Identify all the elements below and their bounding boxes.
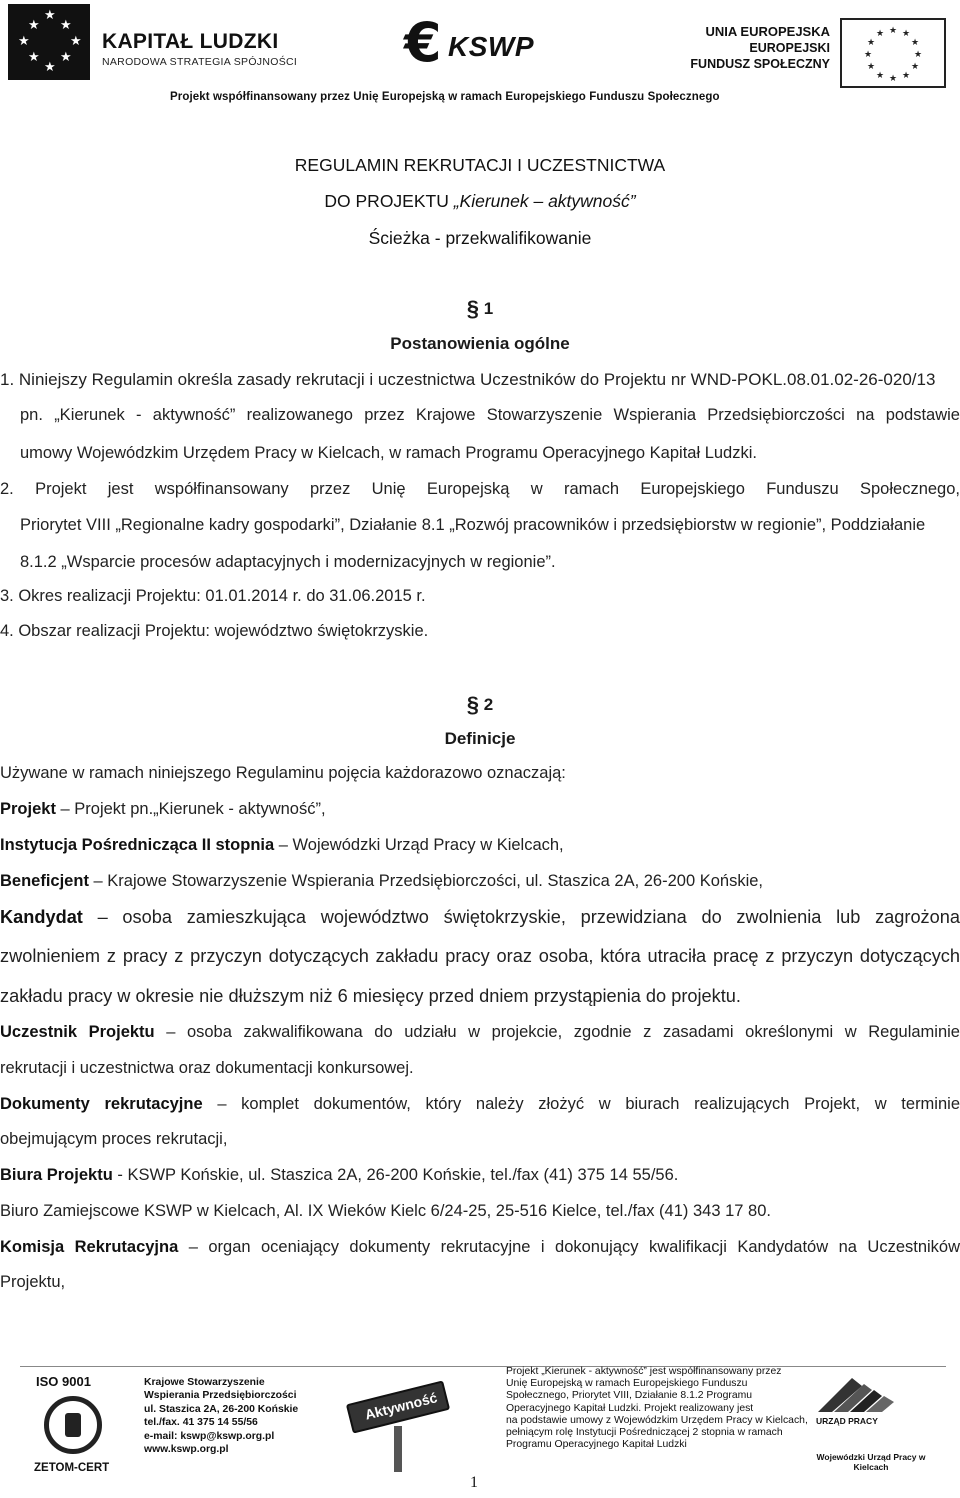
section-1-line-1: 1. Niniejszy Regulamin określa zasady rekrutacji i uczestnictwa Uczestników do Projektu nr WND-POKL.08.01.02-26-020/13 xyxy=(0,370,936,389)
project-info-line-5: na podstawie umowy z Wojewódzkim Urzędem Pracy w Kielcach, xyxy=(506,1414,808,1426)
title-project-name: „Kierunek – aktywność” xyxy=(453,191,636,211)
definition-dokumenty-line-2: obejmującym proces rekrutacji, xyxy=(0,1130,228,1148)
kapital-ludzki-logo xyxy=(8,4,298,80)
svg-text:★: ★ xyxy=(866,38,876,48)
term-dokumenty: Dokumenty rekrutacyjne xyxy=(0,1095,203,1113)
section-1-line-7: 3. Okres realizacji Projektu: 01.01.2014 r. do 31.06.2015 r. xyxy=(0,587,426,605)
iso-certificate-logo xyxy=(18,1370,130,1482)
kswp-contact-line-2: Wspierania Przedsiębiorczości xyxy=(144,1390,297,1402)
term-uczestnik: Uczestnik Projektu xyxy=(0,1023,155,1041)
term-biura: Biura Projektu xyxy=(0,1166,113,1184)
section-1-line-2: pn. „Kierunek - aktywność” realizowanego przez Krajowe Stowarzyszenie Wspierania Przedsiębiorczości na podstawie xyxy=(20,406,960,424)
kswp-contact-block xyxy=(144,1376,298,1456)
def-biura: - KSWP Końskie, ul. Staszica 2A, 26-200 Końskie, tel./fax (41) 375 14 55/56. xyxy=(112,1166,679,1184)
cofinancing-banner: Projekt współfinansowany przez Unię Europejską w ramach Europejskiego Funduszu Społecznego xyxy=(170,91,720,103)
wup-label: URZĄD PRACY xyxy=(816,1416,878,1426)
kapital-ludzki-subtitle: NARODOWA STRATEGIA SPÓJNOŚCI xyxy=(102,56,298,68)
kapital-ludzki-emblem-icon: ★ ★ ★ ★ ★ ★ ★ ★ xyxy=(8,4,90,80)
kswp-contact-line-6: www.kswp.org.pl xyxy=(144,1444,229,1456)
eu-flag-icon xyxy=(840,18,946,88)
section-1-name: Postanowienia ogólne xyxy=(390,334,570,353)
kswp-contact-line-3: ul. Staszica 2A, 26-200 Końskie xyxy=(144,1403,299,1415)
aktywnosc-signpost-logo xyxy=(340,1372,460,1472)
section-2-number xyxy=(0,692,960,718)
section-1-line-3: umowy Wojewódzkim Urzędem Pracy w Kielcach, w ramach Programu Operacyjnego Kapitał Ludzki. xyxy=(20,444,757,462)
document-title-line-3: Ścieżka - przekwalifikowanie xyxy=(368,228,592,248)
term-komisja: Komisja Rekrutacyjna xyxy=(0,1238,179,1256)
kswp-contact-line-4: tel./fax. 41 375 14 55/56 xyxy=(144,1417,258,1429)
wup-logo xyxy=(800,1372,950,1484)
svg-text:★: ★ xyxy=(901,71,911,81)
section-symbol: § xyxy=(466,692,480,717)
signpost-pole-icon xyxy=(394,1426,402,1472)
section-symbol: § xyxy=(466,296,480,321)
definition-kandydat-line-2: zwolnieniem z pracy z przyczyn dotyczących zakładu pracy oraz osoba, która utraciła pracę z przyczyn dotyczących xyxy=(0,946,960,966)
svg-text:★: ★ xyxy=(901,29,911,39)
svg-text:★: ★ xyxy=(888,26,898,36)
project-info-line-1: Projekt „Kierunek - aktywność” jest współfinansowany przez xyxy=(506,1366,782,1377)
eu-line-1: UNIA EUROPEJSKA xyxy=(705,24,830,39)
document-title-line-2 xyxy=(0,191,960,212)
svg-text:★: ★ xyxy=(875,29,885,39)
definition-instytucja xyxy=(0,836,960,855)
def-beneficjent: – Krajowe Stowarzyszenie Wspierania Przedsiębiorczości, ul. Staszica 2A, 26-200 Końskie, xyxy=(88,872,763,890)
def-dokumenty-1: – komplet dokumentów, który należy złożyć w biurach realizujących Projekt, w terminie xyxy=(202,1095,960,1113)
svg-text:★: ★ xyxy=(888,74,898,84)
iso-label: ISO 9001 xyxy=(36,1374,91,1389)
title-prefix: DO PROJEKTU xyxy=(324,191,454,211)
svg-text:★: ★ xyxy=(875,71,885,81)
kswp-contact-line-1: Krajowe Stowarzyszenie xyxy=(144,1377,265,1388)
project-info-line-7: Programu Operacyjnego Kapitał Ludzki xyxy=(506,1439,687,1451)
definition-beneficjent xyxy=(0,872,960,891)
document-title-line-1: REGULAMIN REKRUTACJI I UCZESTNICTWA xyxy=(294,155,666,175)
section-1-line-5: Priorytet VIII „Regionalne kadry gospodarki”, Działanie 8.1 „Rozwój pracowników i przedsiębiorstw w regionie”, Poddziałanie xyxy=(20,516,926,534)
def-komisja-1: – organ oceniający dokumenty rekrutacyjne i dokonujący kwalifikacji Kandydatów na Uczestników xyxy=(178,1238,960,1256)
section-1-line-6: 8.1.2 „Wsparcie procesów adaptacyjnych i modernizacyjnych w regionie”. xyxy=(20,553,556,571)
svg-text:★: ★ xyxy=(910,62,920,72)
definition-uczestnik-line-1 xyxy=(0,1023,960,1042)
svg-text:★: ★ xyxy=(866,62,876,72)
def-projekt: – Projekt pn.„Kierunek - aktywność”, xyxy=(55,800,326,818)
section-1-digit: 1 xyxy=(483,299,494,318)
svg-text:★: ★ xyxy=(913,50,923,60)
kapital-ludzki-title: KAPITAŁ LUDZKI xyxy=(102,30,279,53)
project-info-block xyxy=(506,1366,808,1451)
section-2-digit: 2 xyxy=(483,695,494,714)
project-info-line-2: Unię Europejską w ramach Europejskiego Funduszu xyxy=(506,1378,748,1390)
project-info-line-6: pełniącym rolę Instytucji Pośredniczącej 2 stopnia w ramach xyxy=(506,1427,783,1439)
term-kandydat: Kandydat xyxy=(0,907,83,927)
def-instytucja: – Wojewódzki Urząd Pracy w Kielcach, xyxy=(274,836,564,854)
term-projekt: Projekt xyxy=(0,800,56,818)
eu-line-3: FUNDUSZ SPOŁECZNY xyxy=(690,57,830,71)
definition-kandydat-line-3: zakładu pracy w okresie nie dłuższym niż 6 miesięcy przed dniem przystąpienia do projektu. xyxy=(0,986,741,1006)
kswp-logo xyxy=(404,11,554,74)
page-number: 1 xyxy=(470,1474,478,1491)
wup-name: Wojewódzki Urząd Pracy w Kielcach xyxy=(816,1452,926,1472)
def-kandydat-1: – osoba zamieszkująca województwo świętokrzyskie, przewidziana do zwolnienia lub zagrożona xyxy=(82,907,960,927)
eu-line-2: EUROPEJSKI xyxy=(749,41,830,55)
zetom-cert-label: ZETOM-CERT xyxy=(34,1462,110,1474)
biuro-zamiejscowe: Biuro Zamiejscowe KSWP w Kielcach, Al. IX Wieków Kielc 6/24-25, 25-516 Kielce, tel./fax (41) 343 17 80. xyxy=(0,1202,771,1220)
section-1-number xyxy=(0,296,960,322)
term-instytucja: Instytucja Pośrednicząca II stopnia xyxy=(0,836,275,854)
section-1-line-4: 2. Projekt jest współfinansowany przez Unię Europejską w ramach Europejskiego Funduszu Społecznego, xyxy=(0,480,960,498)
project-info-line-3: Społecznego, Priorytet VIII, Działanie 8.1.2 Programu xyxy=(506,1390,753,1402)
definitions-intro: Używane w ramach niniejszego Regulaminu pojęcia każdorazowo oznaczają: xyxy=(0,764,566,782)
definition-komisja-line-2: Projektu, xyxy=(0,1273,66,1291)
euro-icon: € xyxy=(404,11,442,74)
svg-text:★: ★ xyxy=(863,50,873,60)
document-footer xyxy=(0,1362,960,1498)
project-info-line-4: Operacyjnego Kapitał Ludzki. Projekt realizowany jest xyxy=(506,1402,754,1414)
section-1-line-8: 4. Obszar realizacji Projektu: województwo świętokrzyskie. xyxy=(0,622,429,640)
kswp-logo-text: KSWP xyxy=(448,31,534,62)
definition-biura xyxy=(0,1166,960,1185)
term-beneficjent: Beneficjent xyxy=(0,872,89,890)
eu-logo xyxy=(690,18,952,88)
section-2-name: Definicje xyxy=(444,729,516,748)
aktywnosc-label: Aktywność xyxy=(363,1389,439,1423)
definition-uczestnik-line-2: rekrutacji i uczestnictwa oraz dokumentacji konkursowej. xyxy=(0,1059,414,1077)
definition-dokumenty-line-1 xyxy=(0,1095,960,1114)
document-header xyxy=(0,0,960,112)
definition-projekt xyxy=(0,800,960,819)
definition-komisja-line-1 xyxy=(0,1238,960,1257)
kswp-contact-line-5: e-mail: kswp@kswp.org.pl xyxy=(144,1430,275,1442)
def-uczestnik-1: – osoba zakwalifikowana do udziału w projekcie, zgodnie z zasadami określonymi w Regulaminie xyxy=(154,1023,960,1041)
definition-kandydat-line-1 xyxy=(0,907,960,928)
svg-text:★: ★ xyxy=(910,38,920,48)
iso-seal-icon xyxy=(44,1396,102,1454)
